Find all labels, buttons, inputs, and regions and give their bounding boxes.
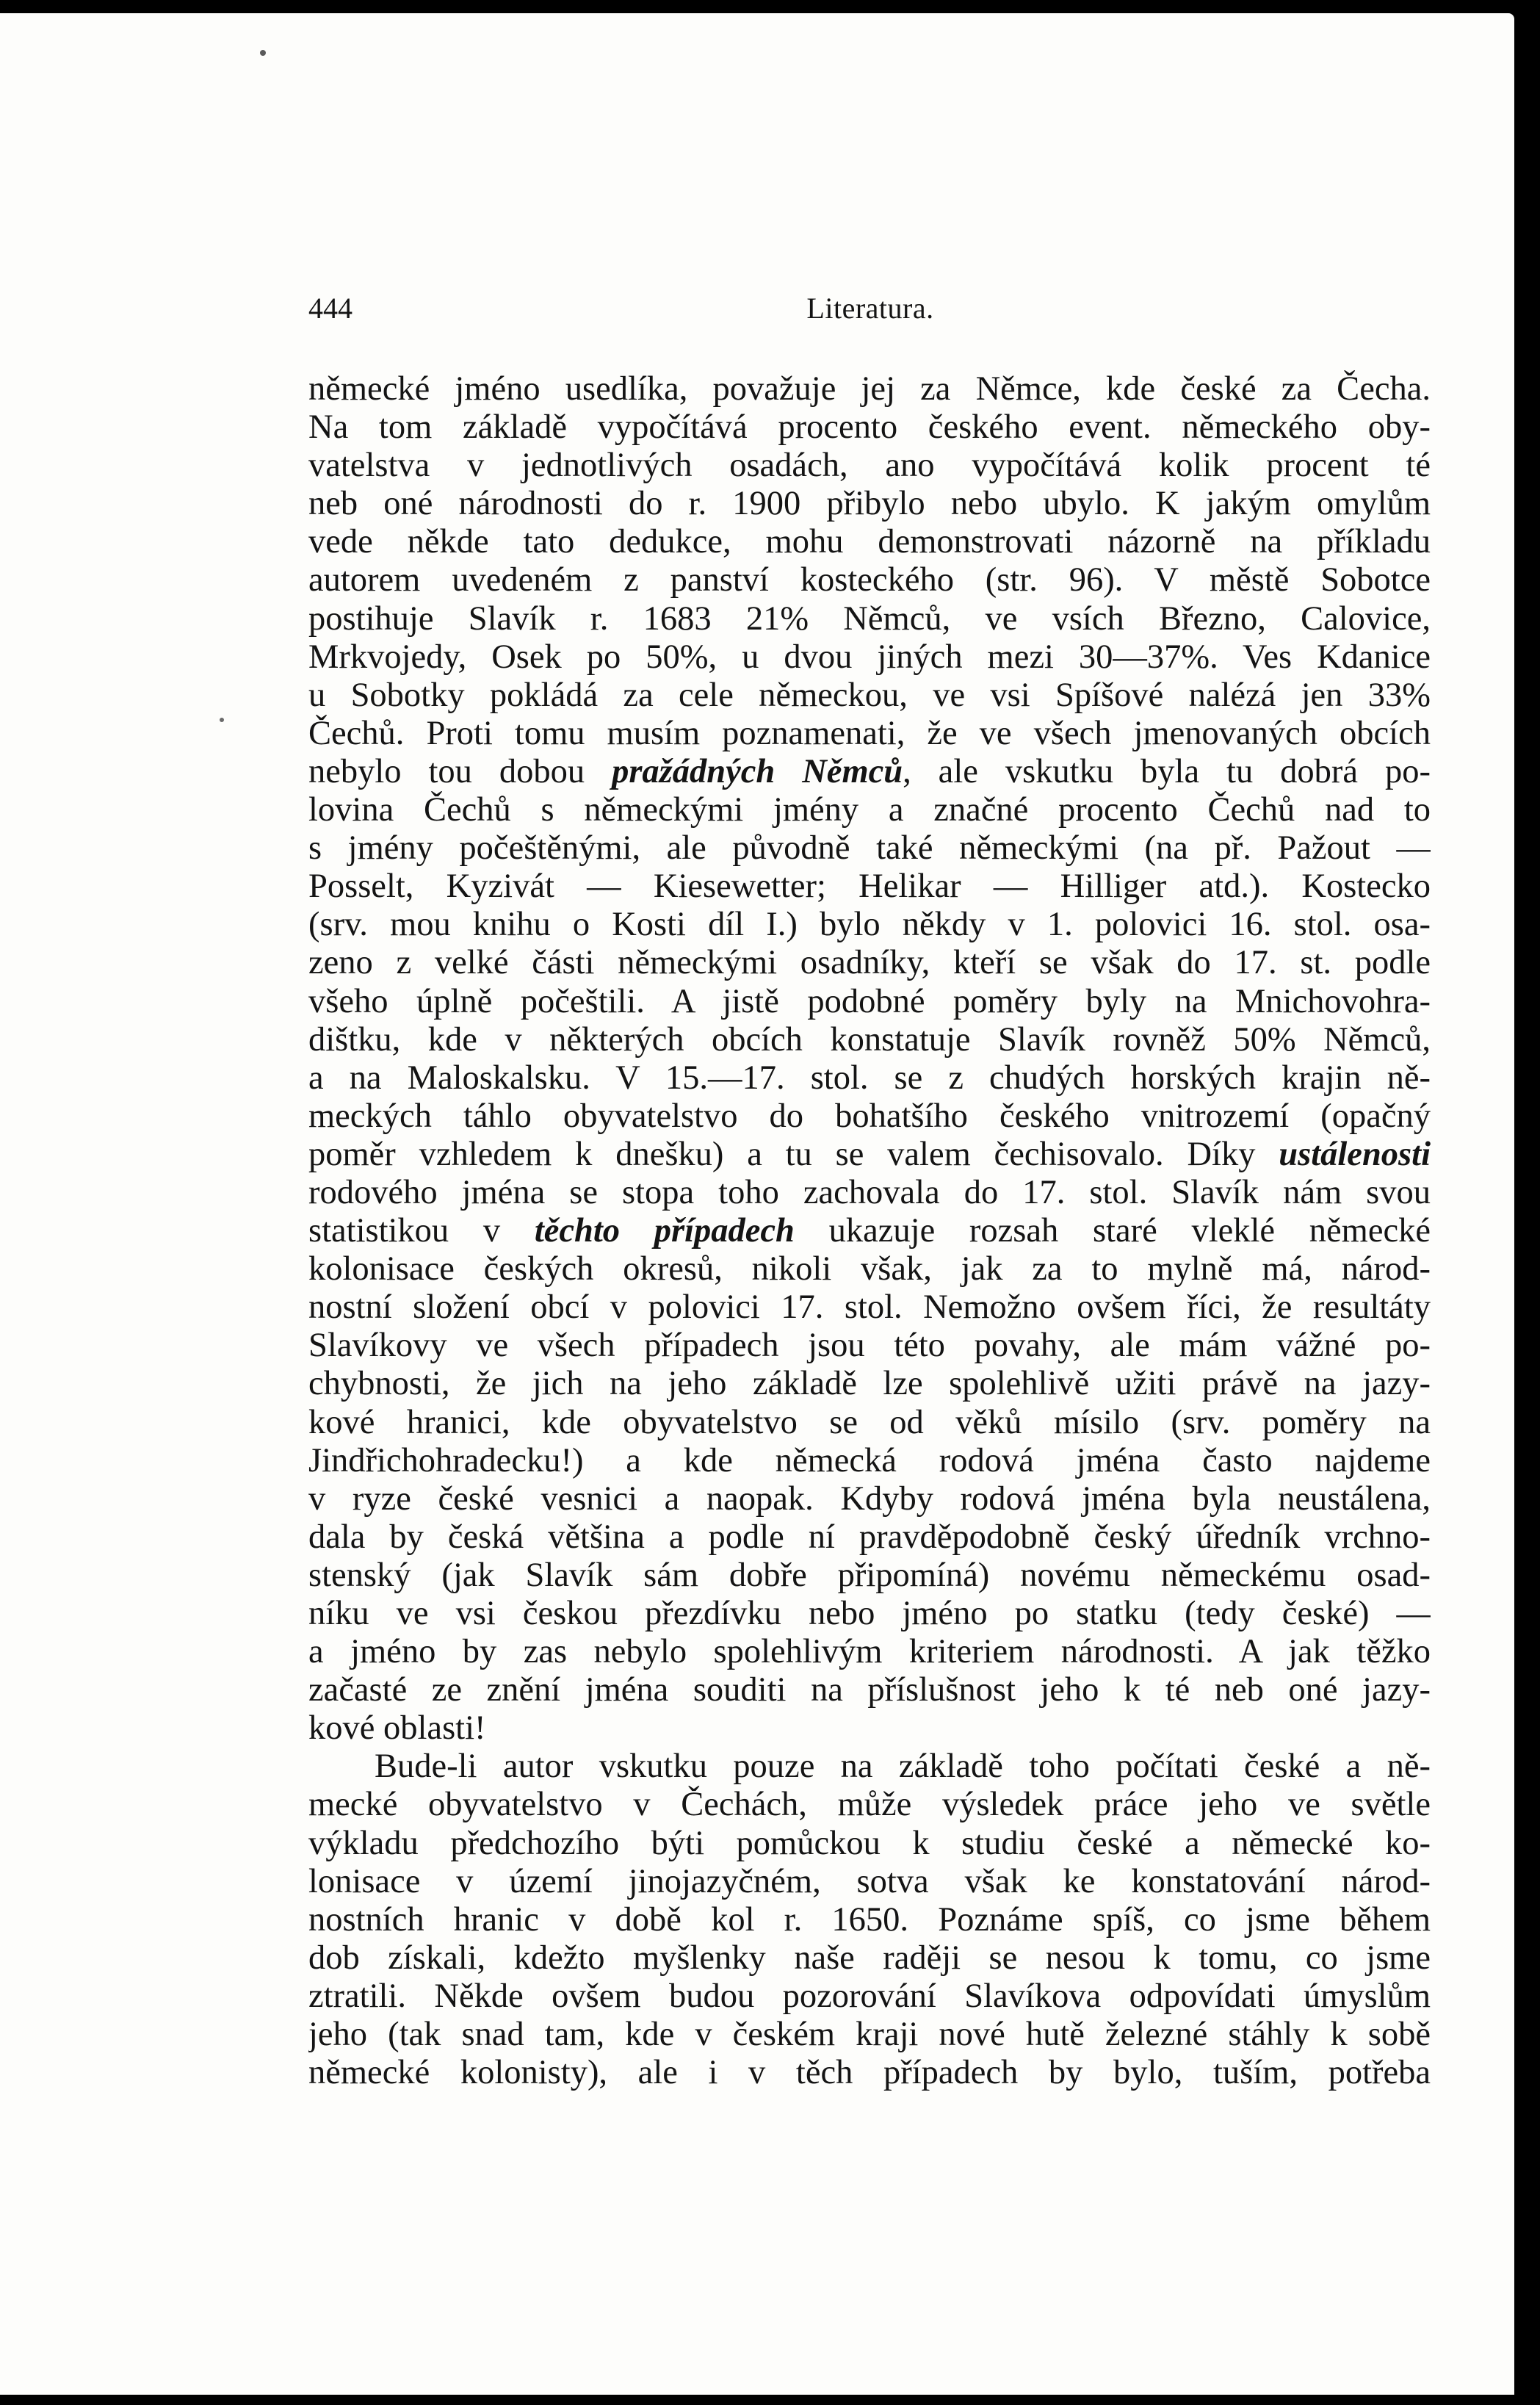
text-line: nostních hranic v době kol r. 1650. Poznáme spíš, co jsme během — [308, 1900, 1431, 1939]
text-line: jeho (tak snad tam, kde v českém kraji nové hutě železné stáhly k sobě — [308, 2016, 1431, 2054]
text-line: poměr vzhledem k dnešku) a tu se valem čechisovalo. Díky ustálenosti — [308, 1135, 1431, 1173]
text-line: níku ve vsi českou přezdívku nebo jméno po statku (tedy české) — — [308, 1595, 1431, 1632]
text-line: dištku, kde v některých obcích konstatuje Slavík rovněž 50% Němců, — [308, 1020, 1431, 1059]
text-line: Čechů. Proti tomu musím poznamenati, že ve všech jmenovaných obcích — [308, 714, 1431, 752]
text-line: a jméno by zas nebylo spolehlivým kriteriem národnosti. A jak těžko — [308, 1633, 1431, 1671]
emphasis: pražádných Němců — [612, 752, 903, 790]
text-line: vede někde tato dedukce, mohu demonstrovati názorně na příkladu — [308, 523, 1431, 561]
text-line: vatelstva v jednotlivých osadách, ano vypočítává kolik procent té — [308, 447, 1431, 485]
page-number: 444 — [308, 292, 353, 325]
text-line: Jindřichohradecku!) a kde německá rodová jména často najdeme — [308, 1441, 1431, 1479]
running-head — [308, 286, 1432, 331]
paragraph — [308, 1748, 1431, 2092]
text-line: začasté ze znění jména souditi na příslušnost jeho k té neb oné jazy- — [308, 1671, 1431, 1709]
text-line: statistikou v těchto případech ukazuje rozsah staré vleklé německé — [308, 1212, 1431, 1250]
text-line: rodového jména se stopa toho zachovala do 17. stol. Slavík nám svou — [308, 1173, 1431, 1211]
text-line: všeho úplně počeštili. A jistě podobné poměry byly na Mnichovohra- — [308, 982, 1431, 1020]
text-line: Na tom základě vypočítává procento českého event. německého oby- — [308, 408, 1431, 447]
body-text — [308, 370, 1431, 2092]
text-line: zeno z velké části německými osadníky, kteří se však do 17. st. podle — [308, 944, 1431, 982]
text-line: Slavíkovy ve všech případech jsou této povahy, ale mám vážné po- — [308, 1327, 1431, 1365]
text-line: Bude-li autor vskutku pouze na základě toho počítati české a ně- — [375, 1748, 1431, 1786]
text-line: dob získali, kdežto myšlenky naše raději se nesou k tomu, co jsme — [308, 1939, 1431, 1977]
text-line: autorem uvedeném z panství kosteckého (str. 96). V městě Sobotce — [308, 561, 1431, 599]
text-line: dala by česká většina a podle ní pravděpodobně český úředník vrchno- — [308, 1518, 1431, 1556]
text-line: mecké obyvatelstvo v Čechách, může výsledek práce jeho ve světle — [308, 1786, 1431, 1824]
text-line: a na Maloskalsku. V 15.—17. stol. se z chudých horských krajin ně- — [308, 1059, 1431, 1097]
text-line: u Sobotky pokládá za cele německou, ve vsi Spíšové nalézá jen 33% — [308, 676, 1431, 714]
text-line: s jmény počeštěnými, ale původně také německými (na př. Pažout — — [308, 829, 1431, 868]
text-line: v ryze české vesnici a naopak. Kdyby rodová jména byla neustálena, — [308, 1479, 1431, 1518]
book-page — [0, 13, 1514, 2395]
paragraph — [308, 370, 1431, 1748]
text-line: Mrkvojedy, Osek po 50%, u dvou jiných mezi 30—37%. Ves Kdanice — [308, 638, 1431, 676]
text-line: kové hranici, kde obyvatelstvo se od věků mísilo (srv. poměry na — [308, 1403, 1431, 1441]
text-line: (srv. mou knihu o Kosti díl I.) bylo někdy v 1. polovici 16. stol. osa- — [308, 906, 1431, 944]
text-line: chybnosti, že jich na jeho základě lze spolehlivě užiti právě na jazy- — [308, 1365, 1431, 1403]
emphasis: těchto případech — [534, 1212, 795, 1250]
text-line: Posselt, Kyzivát — Kiesewetter; Helikar — Hilliger atd.). Kostecko — [308, 868, 1431, 906]
text-line: kolonisace českých okresů, nikoli však, jak za to mylně má, národ- — [308, 1250, 1431, 1288]
text-line: nebylo tou dobou pražádných Němců, ale vskutku byla tu dobrá po- — [308, 752, 1431, 790]
text-line: německé kolonisty), ale i v těch případech by bylo, tuším, potřeba — [308, 2054, 1431, 2092]
text-line: nostní složení obcí v polovici 17. stol. Nemožno ovšem říci, že resultáty — [308, 1288, 1431, 1327]
text-line: německé jméno usedlíka, považuje jej za Němce, kde české za Čecha. — [308, 370, 1431, 408]
text-line: neb oné národnosti do r. 1900 přibylo nebo ubylo. K jakým omylům — [308, 485, 1431, 523]
text-line: meckých táhlo obyvatelstvo do bohatšího českého vnitrozemí (opačný — [308, 1097, 1431, 1135]
emphasis: ustálenosti — [1279, 1135, 1431, 1173]
text-line: výkladu předchozího býti pomůckou k studiu české a německé ko- — [308, 1824, 1431, 1862]
text-line: postihuje Slavík r. 1683 21% Němců, ve vsích Březno, Calovice, — [308, 599, 1431, 638]
text-line: kové oblasti! — [308, 1709, 486, 1748]
text-line: stenský (jak Slavík sám dobře připomíná) novému německému osad- — [308, 1556, 1431, 1594]
text-line: lonisace v území jinojazyčném, sotva však ke konstatování národ- — [308, 1862, 1431, 1900]
text-line: ztratili. Někde ovšem budou pozorování Slavíkova odpovídati úmyslům — [308, 1977, 1431, 2015]
ink-speck-margin — [220, 718, 224, 722]
text-line: lovina Čechů s německými jmény a značné procento Čechů nad to — [308, 791, 1431, 829]
running-title: Literatura. — [806, 292, 934, 325]
ink-speck — [260, 50, 266, 56]
